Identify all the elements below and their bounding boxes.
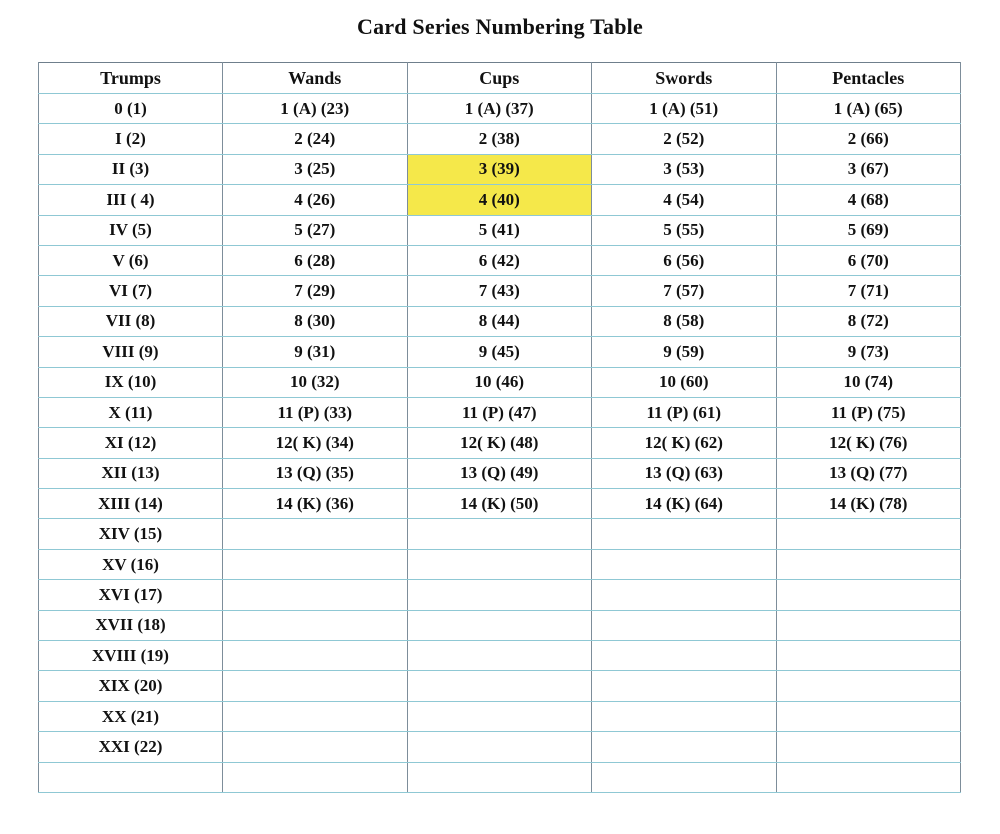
cell-trumps: XIII (14) xyxy=(39,489,223,519)
cell-pentacles xyxy=(776,701,961,731)
cell-cups xyxy=(407,519,592,549)
cell-trumps: III ( 4) xyxy=(39,185,223,215)
table-row xyxy=(39,428,961,458)
cell-trumps: XIX (20) xyxy=(39,671,223,701)
cell-pentacles xyxy=(776,762,961,792)
cell-wands: 14 (K) (36) xyxy=(223,489,408,519)
cell-wands: 6 (28) xyxy=(223,245,408,275)
cell-swords: 12( K) (62) xyxy=(592,428,777,458)
cell-trumps: XI (12) xyxy=(39,428,223,458)
cell-trumps: XIV (15) xyxy=(39,519,223,549)
cell-trumps: VI (7) xyxy=(39,276,223,306)
table-row xyxy=(39,610,961,640)
cell-cups: 2 (38) xyxy=(407,124,592,154)
cell-cups: 1 (A) (37) xyxy=(407,94,592,124)
cell-cups xyxy=(407,610,592,640)
cell-cups: 6 (42) xyxy=(407,245,592,275)
cell-trumps xyxy=(39,762,223,792)
cell-cups: 13 (Q) (49) xyxy=(407,458,592,488)
cell-wands xyxy=(223,519,408,549)
cell-swords xyxy=(592,641,777,671)
cell-trumps: V (6) xyxy=(39,245,223,275)
cell-wands: 11 (P) (33) xyxy=(223,397,408,427)
header-row xyxy=(39,63,961,94)
cell-cups: 7 (43) xyxy=(407,276,592,306)
table-row xyxy=(39,671,961,701)
column-header-wands: Wands xyxy=(223,63,408,94)
table-row xyxy=(39,701,961,731)
cell-swords: 14 (K) (64) xyxy=(592,489,777,519)
cell-trumps: XX (21) xyxy=(39,701,223,731)
cell-swords xyxy=(592,549,777,579)
cell-cups: 5 (41) xyxy=(407,215,592,245)
cell-pentacles xyxy=(776,519,961,549)
cell-pentacles: 1 (A) (65) xyxy=(776,94,961,124)
cell-cups xyxy=(407,701,592,731)
table-row xyxy=(39,306,961,336)
cell-pentacles xyxy=(776,732,961,762)
cell-cups: 4 (40) xyxy=(407,185,592,215)
cell-wands: 13 (Q) (35) xyxy=(223,458,408,488)
cell-pentacles: 14 (K) (78) xyxy=(776,489,961,519)
cell-swords: 13 (Q) (63) xyxy=(592,458,777,488)
table-row xyxy=(39,245,961,275)
table-row xyxy=(39,732,961,762)
cell-trumps: IV (5) xyxy=(39,215,223,245)
cell-cups xyxy=(407,762,592,792)
cell-trumps: XVI (17) xyxy=(39,580,223,610)
cell-cups xyxy=(407,671,592,701)
cell-wands xyxy=(223,610,408,640)
cell-cups xyxy=(407,580,592,610)
cell-pentacles xyxy=(776,641,961,671)
cell-trumps: XXI (22) xyxy=(39,732,223,762)
cell-cups: 9 (45) xyxy=(407,337,592,367)
column-header-pentacles: Pentacles xyxy=(776,63,961,94)
cell-swords xyxy=(592,701,777,731)
cell-trumps: I (2) xyxy=(39,124,223,154)
cell-swords: 6 (56) xyxy=(592,245,777,275)
cell-trumps: XII (13) xyxy=(39,458,223,488)
cell-wands xyxy=(223,580,408,610)
table-row xyxy=(39,549,961,579)
cell-pentacles: 6 (70) xyxy=(776,245,961,275)
cell-pentacles: 4 (68) xyxy=(776,185,961,215)
cell-swords: 5 (55) xyxy=(592,215,777,245)
cell-swords: 8 (58) xyxy=(592,306,777,336)
cell-swords: 11 (P) (61) xyxy=(592,397,777,427)
cell-pentacles: 9 (73) xyxy=(776,337,961,367)
table-row xyxy=(39,762,961,792)
cell-wands: 8 (30) xyxy=(223,306,408,336)
cell-trumps: IX (10) xyxy=(39,367,223,397)
table-row xyxy=(39,489,961,519)
cell-swords: 1 (A) (51) xyxy=(592,94,777,124)
cell-trumps: XVII (18) xyxy=(39,610,223,640)
cell-swords xyxy=(592,610,777,640)
cell-pentacles: 2 (66) xyxy=(776,124,961,154)
cell-trumps: VII (8) xyxy=(39,306,223,336)
table-row xyxy=(39,154,961,184)
page-title: Card Series Numbering Table xyxy=(357,14,643,39)
cell-cups: 12( K) (48) xyxy=(407,428,592,458)
cell-swords xyxy=(592,732,777,762)
table-row xyxy=(39,185,961,215)
cell-swords xyxy=(592,762,777,792)
cell-pentacles: 11 (P) (75) xyxy=(776,397,961,427)
table-row xyxy=(39,519,961,549)
cell-pentacles: 10 (74) xyxy=(776,367,961,397)
cell-wands: 3 (25) xyxy=(223,154,408,184)
cell-trumps: X (11) xyxy=(39,397,223,427)
table-row xyxy=(39,215,961,245)
cell-swords xyxy=(592,671,777,701)
cell-pentacles: 3 (67) xyxy=(776,154,961,184)
cell-wands xyxy=(223,762,408,792)
cell-cups xyxy=(407,641,592,671)
table-body xyxy=(39,94,961,793)
table-row xyxy=(39,94,961,124)
table-row xyxy=(39,458,961,488)
cell-swords xyxy=(592,580,777,610)
cell-wands xyxy=(223,549,408,579)
cell-wands: 2 (24) xyxy=(223,124,408,154)
card-numbering-table xyxy=(38,62,961,793)
column-header-swords: Swords xyxy=(592,63,777,94)
cell-trumps: XV (16) xyxy=(39,549,223,579)
cell-swords: 2 (52) xyxy=(592,124,777,154)
column-header-cups: Cups xyxy=(407,63,592,94)
cell-cups: 11 (P) (47) xyxy=(407,397,592,427)
cell-swords xyxy=(592,519,777,549)
cell-cups xyxy=(407,732,592,762)
cell-swords: 9 (59) xyxy=(592,337,777,367)
cell-pentacles: 7 (71) xyxy=(776,276,961,306)
cell-swords: 4 (54) xyxy=(592,185,777,215)
cell-trumps: XVIII (19) xyxy=(39,641,223,671)
cell-cups xyxy=(407,549,592,579)
cell-wands: 9 (31) xyxy=(223,337,408,367)
cell-wands xyxy=(223,732,408,762)
cell-pentacles xyxy=(776,549,961,579)
table-row xyxy=(39,580,961,610)
cell-cups: 10 (46) xyxy=(407,367,592,397)
table-row xyxy=(39,367,961,397)
cell-pentacles xyxy=(776,580,961,610)
cell-pentacles: 13 (Q) (77) xyxy=(776,458,961,488)
table-row xyxy=(39,337,961,367)
table-row xyxy=(39,124,961,154)
table-row xyxy=(39,397,961,427)
cell-swords: 10 (60) xyxy=(592,367,777,397)
table-row xyxy=(39,276,961,306)
cell-wands: 7 (29) xyxy=(223,276,408,306)
cell-wands: 4 (26) xyxy=(223,185,408,215)
cell-wands xyxy=(223,701,408,731)
cell-cups: 8 (44) xyxy=(407,306,592,336)
cell-wands: 10 (32) xyxy=(223,367,408,397)
cell-wands: 5 (27) xyxy=(223,215,408,245)
cell-trumps: 0 (1) xyxy=(39,94,223,124)
cell-pentacles: 12( K) (76) xyxy=(776,428,961,458)
cell-swords: 7 (57) xyxy=(592,276,777,306)
cell-pentacles xyxy=(776,671,961,701)
cell-swords: 3 (53) xyxy=(592,154,777,184)
cell-trumps: VIII (9) xyxy=(39,337,223,367)
table-row xyxy=(39,641,961,671)
cell-pentacles xyxy=(776,610,961,640)
cell-wands xyxy=(223,641,408,671)
cell-wands xyxy=(223,671,408,701)
cell-cups: 3 (39) xyxy=(407,154,592,184)
cell-pentacles: 5 (69) xyxy=(776,215,961,245)
cell-wands: 12( K) (34) xyxy=(223,428,408,458)
cell-cups: 14 (K) (50) xyxy=(407,489,592,519)
cell-pentacles: 8 (72) xyxy=(776,306,961,336)
cell-wands: 1 (A) (23) xyxy=(223,94,408,124)
cell-trumps: II (3) xyxy=(39,154,223,184)
column-header-trumps: Trumps xyxy=(39,63,223,94)
